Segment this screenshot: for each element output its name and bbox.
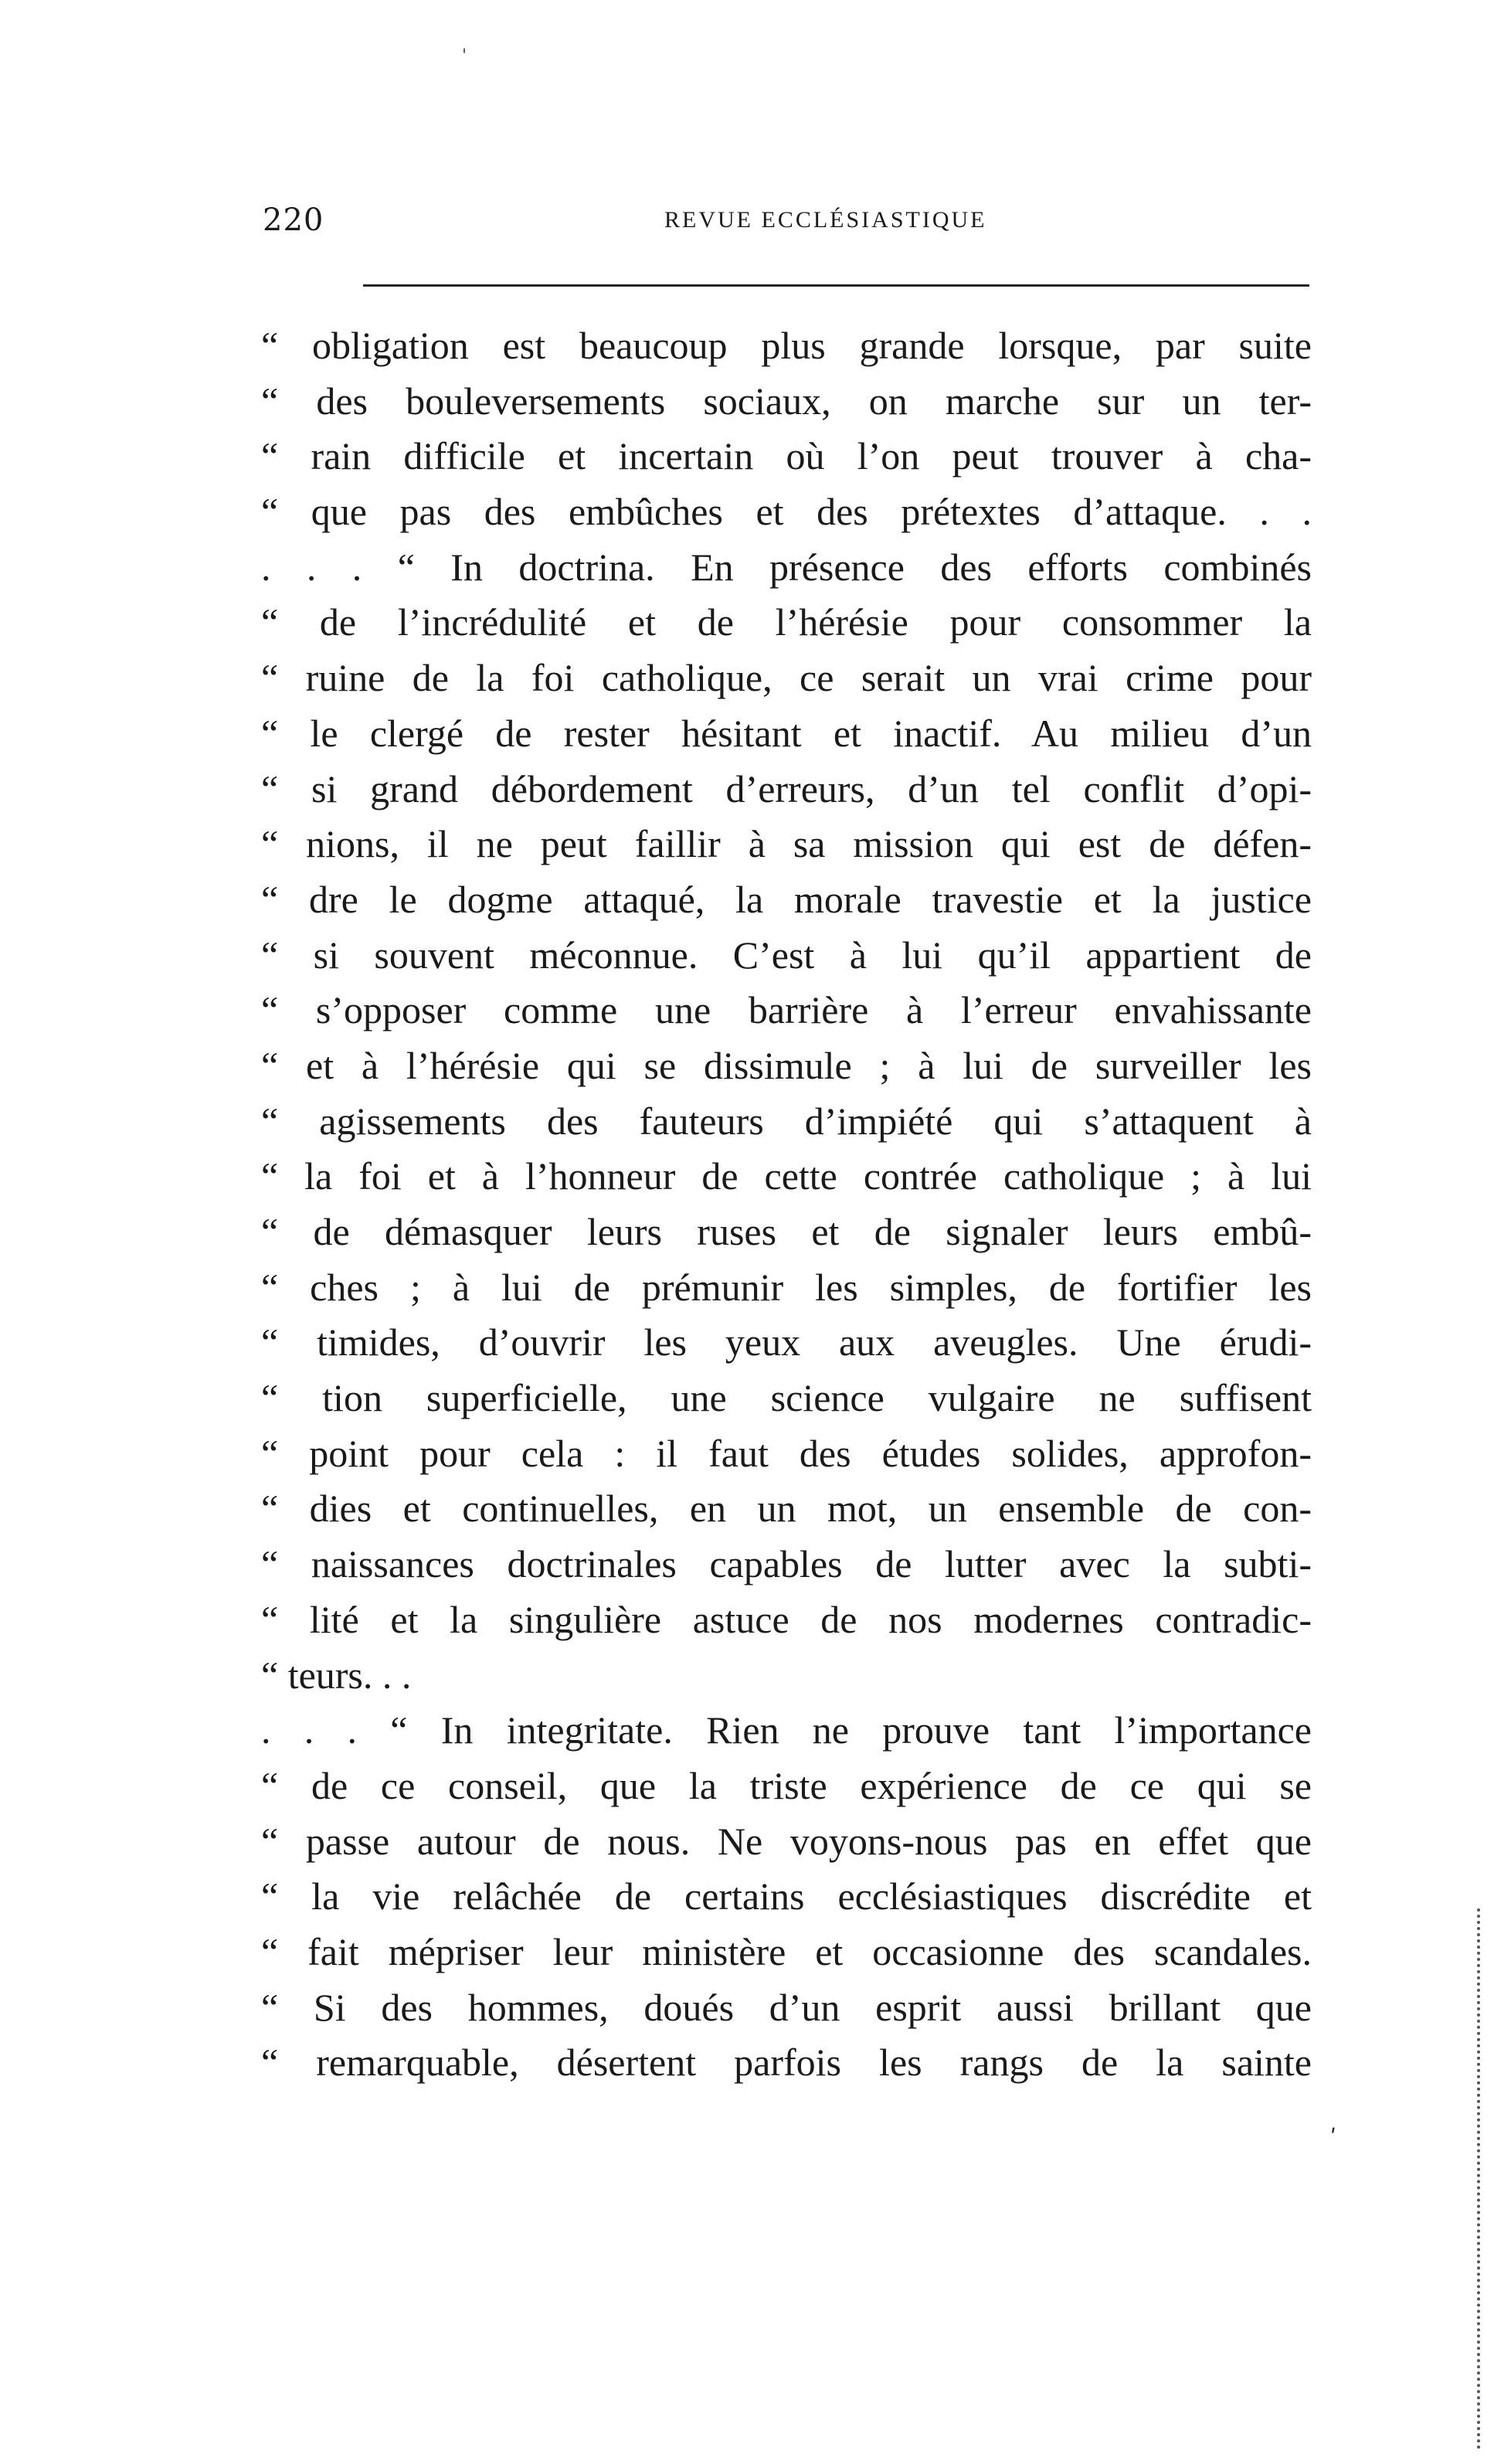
body-text — [261, 318, 1312, 2091]
text-line: “ dies et continuelles, en un mot, un ensemble de con- — [261, 1487, 1312, 1531]
text-line: “ agissements des fauteurs d’impiété qui s’attaquent à — [261, 1099, 1312, 1143]
text-line: “ le clergé de rester hésitant et inactif. Au milieu d’un — [261, 711, 1312, 755]
text-line: “ si souvent méconnue. C’est à lui qu’il appartient de — [261, 933, 1312, 977]
text-line: “ fait mépriser leur ministère et occasionne des scandales. — [261, 1929, 1312, 1973]
text-line: “ Si des hommes, doués d’un esprit aussi brillant que — [261, 1985, 1312, 2029]
edge-mark: ʹ — [1330, 2125, 1336, 2150]
text-line: “ si grand débordement d’erreurs, d’un tel conflit d’opi- — [261, 766, 1312, 811]
text-line: “ et à l’hérésie qui se dissimule ; à lui de surveiller les — [261, 1043, 1312, 1087]
text-line: “ point pour cela : il faut des études solides, approfon- — [261, 1431, 1312, 1475]
stray-mark: ' — [462, 46, 467, 66]
text-line: “ ruine de la foi catholique, ce serait un vrai crime pour — [261, 656, 1312, 700]
text-line: “ s’opposer comme une barrière à l’erreur envahissante — [261, 988, 1312, 1032]
text-line: “ ches ; à lui de prémunir les simples, de fortifier les — [261, 1265, 1312, 1309]
text-line: “ rain difficile et incertain où l’on peut trouver à cha- — [261, 434, 1312, 478]
text-line: “ que pas des embûches et des prétextes d’attaque. . . — [261, 490, 1312, 534]
header-rule — [363, 284, 1309, 287]
text-line: “ timides, d’ouvrir les yeux aux aveugles. Une érudi- — [261, 1320, 1312, 1365]
text-line: “ tion superficielle, une science vulgaire ne suffisent — [261, 1376, 1312, 1420]
text-line: “ des bouleversements sociaux, on marche sur un ter- — [261, 379, 1312, 423]
text-line: “ teurs. . . — [261, 1653, 412, 1697]
text-line: “ de ce conseil, que la triste expérience de ce qui se — [261, 1763, 1312, 1807]
text-line: “ nions, il ne peut faillir à sa mission qui est de défen- — [261, 822, 1312, 866]
text-line: “ la vie relâchée de certains ecclésiastiques discrédite et — [261, 1874, 1312, 1919]
text-line: “ lité et la singulière astuce de nos modernes contradic- — [261, 1597, 1312, 1641]
page-edge-marks — [1477, 1908, 1486, 2449]
page-number: 220 — [263, 202, 324, 238]
text-line: . . . “ In doctrina. En présence des efforts combinés — [261, 545, 1312, 589]
text-line: “ la foi et à l’honneur de cette contrée catholique ; à lui — [261, 1154, 1312, 1198]
text-line: “ remarquable, désertent parfois les rangs de la sainte — [261, 2041, 1312, 2085]
text-line: “ dre le dogme attaqué, la morale travestie et la justice — [261, 877, 1312, 921]
text-line: “ de démasquer leurs ruses et de signaler leurs embû- — [261, 1210, 1312, 1253]
text-line: “ de l’incrédulité et de l’hérésie pour consommer la — [261, 600, 1312, 644]
text-line: “ obligation est beaucoup plus grande lorsque, par suite — [261, 324, 1312, 367]
text-line: “ passe autour de nous. Ne voyons-nous pas en effet que — [261, 1819, 1312, 1863]
running-title: REVUE ECCLÉSIASTIQUE — [664, 207, 987, 233]
text-line: . . . “ In integritate. Rien ne prouve tant l’importance — [261, 1708, 1312, 1752]
text-line: “ naissances doctrinales capables de lutter avec la subti- — [261, 1542, 1312, 1586]
